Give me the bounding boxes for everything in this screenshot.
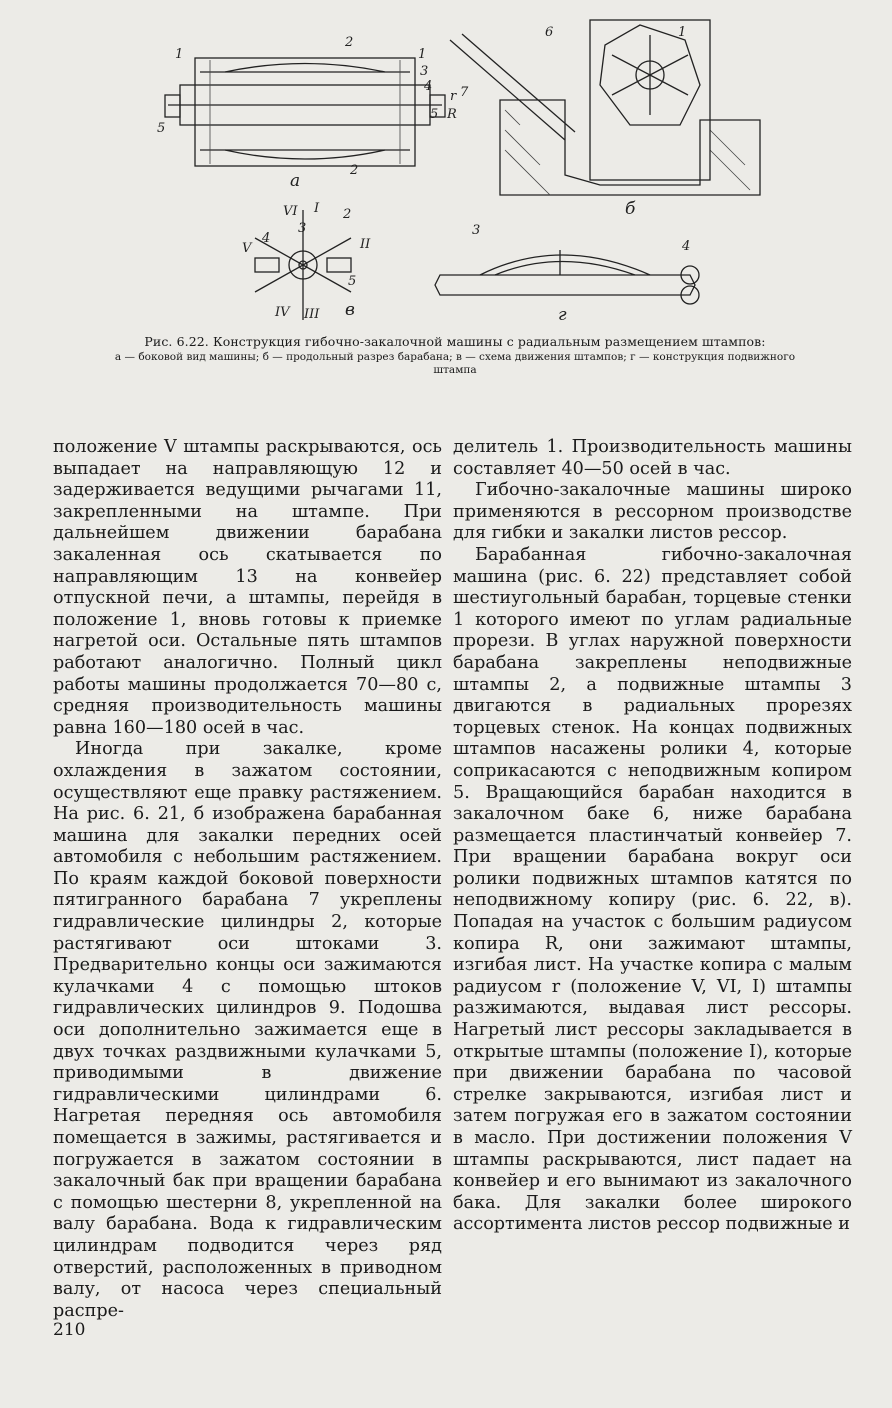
label-a-r: r: [450, 89, 457, 104]
caption-title: Рис. 6.22. Конструкция гибочно-закалочной машины с радиальным размещением штампов:: [144, 334, 766, 349]
label-v-4: 4: [262, 231, 271, 246]
label-v-2: 2: [343, 207, 352, 222]
figure-view-a: [165, 58, 445, 166]
left-column: [53, 437, 442, 1322]
label-a-2: 2: [345, 35, 354, 50]
label-v-V: V: [242, 241, 252, 256]
figure-view-g: [435, 250, 699, 304]
figure-view-b: [450, 20, 760, 195]
label-v-5: 5: [348, 274, 357, 289]
label-a-2b: 2: [350, 163, 359, 178]
right-column: [453, 437, 852, 1236]
label-a-R: R: [447, 107, 457, 122]
figure-caption: [95, 334, 815, 377]
label-a-5: 5: [430, 107, 439, 122]
label-a-1: 1: [175, 47, 184, 62]
right-paragraph-1: делитель 1. Производительность машины составляет 40—50 осей в час.: [453, 437, 852, 479]
label-b-1: 1: [678, 25, 687, 40]
label-v-III: III: [304, 307, 320, 322]
left-paragraph-2: Иногда при закалке, кроме охлаждения в зажатом состоянии, осуществляют еще правку растяжением. На рис. 6. 21, б изображена барабанная машина для закалки передних осей автомобиля с небольшим растяжением. По краям каждой боковой поверхности пятигранного барабана 7 укреплены гидравлические цилиндры 2, которые растягивают оси штоками 3. Предварительно концы оси зажимаются кулачками 4 с помощью штоков гидравлических цилиндров 9. Подошва оси дополнительно зажимается еще в двух точках раздвижными кулачками 5, приводимыми в движение гидравлическими цилиндрами 6. Нагретая передняя ось автомобиля помещается в зажимы, растягивается и погружается в зажатом состоянии в закалочный бак при вращении барабана с помощью шестерни 8, укрепленной на валу барабана. Вода к гидравлическим цилиндрам подводится через ряд отверстий, расположенных в приводном валу, от насоса через специальный распре-: [53, 739, 442, 1321]
label-v-II: II: [360, 237, 371, 252]
label-a-1b: 1: [418, 47, 427, 62]
label-v-I: I: [314, 201, 320, 216]
label-g-3: 3: [472, 223, 481, 238]
subfigure-v-label: в: [345, 300, 355, 320]
label-a-4: 4: [424, 79, 433, 94]
label-a-3: 3: [420, 64, 429, 79]
label-g-4: 4: [682, 239, 691, 254]
label-a-7: 7: [460, 85, 469, 100]
label-v-VI: VI: [283, 204, 298, 219]
left-paragraph-1: положение V штампы раскрываются, ось выпадает на направляющую 12 и задерживается ведущими рычагами 11, закрепленными на штампе. При дальнейшем движении барабана закаленная ось скатывается по направляющим 13 на конвейер отпускной печи, а штампы, перейдя в положение 1, вновь готовы к приемке нагретой оси. Остальные пять штампов работают аналогично. Полный цикл работы машины продолжается 70—80 с, средняя производительность машины равна 160—180 осей в час.: [53, 437, 442, 738]
subfigure-b-label: б: [625, 199, 636, 219]
caption-legend: а — боковой вид машины; б — продольный разрез барабана; в — схема движения штампов; г — конструкция подвижного штампа: [114, 351, 796, 376]
page-number: 210: [53, 1320, 86, 1340]
right-paragraph-3: Барабанная гибочно-закалочная машина (рис. 6. 22) представляет собой шестиугольный барабан, торцевые стенки 1 которого имеют по углам радиальные прорези. В углах наружной поверхности барабана закреплены неподвижные штампы 2, а подвижные штампы 3 двигаются в радиальных прорезях торцевых стенок. На концах подвижных штампов насажены ролики 4, которые соприкасаются с неподвижным копиром 5. Вращающийся барабан находится в закалочном баке 6, ниже барабана размещается пластинчатый конвейер 7. При вращении барабана вокруг оси ролики подвижных штампов катятся по неподвижному копиру (рис. 6. 22, в). Попадая на участок с большим радиусом копира R, они зажимают штампы, изгибая лист. На участке копира с малым радиусом r (положение V, VI, I) штампы разжимаются, выдавая лист рессоры. Нагретый лист рессоры закладывается в открытые штампы (положение I), которые при движении барабана по часовой стрелке закрываются, изгибая лист и затем погружая его в зажатом состоянии в масло. При достижении положения V штампы раскрываются, лист падает на конвейер и его вынимают из закалочного бака. Для закалки более широкого ассортимента листов рессор подвижные и: [453, 544, 852, 1235]
label-b-6: 6: [545, 25, 554, 40]
right-paragraph-2: Гибочно-закалочные машины широко применяются в рессорном производстве для гибки и закалки листов рессор.: [453, 480, 852, 544]
subfigure-g-label: г: [558, 305, 567, 325]
label-v-3: 3: [298, 221, 307, 236]
figure-drawing: [0, 0, 892, 335]
subfigure-a-label: а: [290, 171, 301, 191]
figure: [0, 0, 892, 335]
label-a-5b: 5: [157, 121, 166, 136]
label-v-IV: IV: [275, 305, 290, 320]
